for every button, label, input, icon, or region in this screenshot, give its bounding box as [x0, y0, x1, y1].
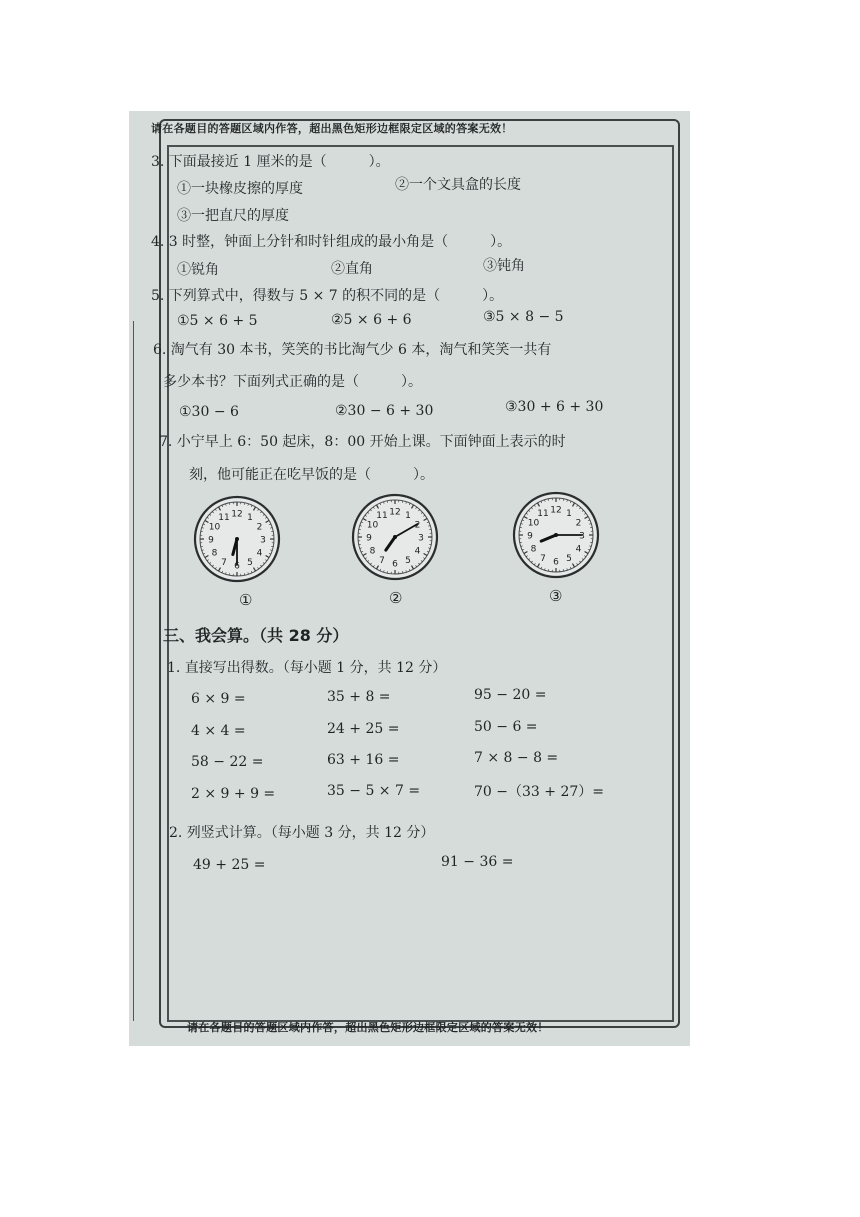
clock-number: 9	[208, 535, 214, 546]
clock-center	[554, 533, 558, 537]
calc-item: 2 × 9 + 9 =	[191, 786, 276, 802]
vertical-calc-item: 91 − 36 =	[441, 854, 514, 870]
clock-number: 8	[369, 546, 376, 557]
clock-number: 4	[575, 544, 582, 555]
clock-number: 8	[530, 544, 537, 555]
clock-number: 12	[550, 505, 562, 516]
question-6-stem-line2: 多少本书？下面列式正确的是（ ）。	[163, 374, 422, 390]
calc-item: 50 − 6 =	[474, 719, 538, 735]
question-5-option-3: ③5 × 8 − 5	[483, 309, 564, 325]
question-4-stem: 4. 3 时整，钟面上分针和时针组成的最小角是（ ）。	[151, 234, 512, 250]
vertical-calc-item: 49 + 25 =	[193, 857, 266, 873]
clock-number: 2	[575, 518, 582, 529]
calc-item: 70 −（33 + 27）=	[474, 784, 604, 800]
question-6-stem-line1: 6. 淘气有 30 本书，笑笑的书比淘气少 6 本，淘气和笑笑一共有	[153, 342, 552, 358]
question-5-option-2: ②5 × 6 + 6	[331, 312, 412, 328]
question-4-option-3: ③钝角	[483, 258, 525, 274]
clock-2	[345, 492, 445, 582]
clock-number: 8	[211, 548, 218, 559]
clock-1-label: ①	[239, 591, 253, 609]
clock-number: 3	[418, 533, 424, 544]
part-1-title: 1. 直接写出得数。（每小题 1 分，共 12 分）	[167, 660, 447, 676]
calc-item: 95 − 20 =	[474, 687, 547, 703]
clock-number: 7	[221, 558, 227, 569]
clock-number: 2	[414, 520, 421, 531]
question-5-stem: 5. 下列算式中，得数与 5 × 7 的积不同的是（ ）。	[151, 288, 504, 304]
page-edge	[129, 321, 134, 1021]
clock-number: 9	[527, 531, 533, 542]
question-4-option-2: ②直角	[331, 261, 373, 277]
clock-center	[235, 537, 239, 541]
clock-number: 10	[527, 518, 540, 529]
calc-item: 24 + 25 =	[327, 721, 400, 737]
clock-number: 12	[231, 509, 243, 520]
question-3-option-3: ③一把直尺的厚度	[177, 208, 289, 224]
question-3-option-2: ②一个文具盒的长度	[395, 177, 521, 193]
clock-3	[503, 490, 609, 580]
question-3-stem: 3. 下面最接近 1 厘米的是（ ）。	[151, 154, 390, 170]
clock-number: 5	[566, 554, 572, 565]
clock-number: 6	[234, 561, 240, 572]
question-5-option-1: ①5 × 6 + 5	[177, 313, 258, 329]
clock-number: 7	[540, 554, 546, 565]
clock-number: 12	[389, 507, 401, 518]
scanned-exam-sheet	[129, 111, 690, 1046]
clock-number: 1	[566, 508, 572, 519]
calc-item: 6 × 9 =	[191, 691, 246, 707]
clock-number: 3	[579, 531, 585, 542]
clock-1	[187, 494, 287, 584]
calc-item: 63 + 16 =	[327, 752, 400, 768]
calc-item: 4 × 4 =	[191, 723, 246, 739]
header-warning: 请在各题目的答题区域内作答，超出黑色矩形边框限定区域的答案无效！	[151, 122, 513, 135]
question-7-stem-line1: 7. 小宁早上 6：50 起床，8：00 开始上课。下面钟面上表示的时	[159, 434, 566, 450]
clock-number: 6	[392, 559, 398, 570]
clock-number: 1	[247, 512, 253, 523]
clock-number: 4	[414, 546, 421, 557]
question-7-stem-line2: 刻，他可能正在吃早饭的是（ ）。	[189, 467, 434, 483]
calc-item: 35 + 8 =	[327, 689, 391, 705]
part-2-title: 2. 列竖式计算。（每小题 3 分，共 12 分）	[169, 825, 435, 841]
clock-center	[393, 535, 397, 539]
clock-number: 1	[405, 510, 411, 521]
clock-number: 11	[218, 512, 230, 523]
clock-number: 2	[256, 522, 263, 533]
clock-number: 10	[366, 520, 379, 531]
calc-item: 7 × 8 − 8 =	[474, 750, 559, 766]
clock-2-label: ②	[389, 589, 403, 607]
clock-number: 11	[537, 508, 549, 519]
question-6-option-1: ①30 − 6	[179, 404, 239, 420]
question-3-option-1: ①一块橡皮擦的厚度	[177, 181, 303, 197]
clock-number: 6	[553, 557, 559, 568]
clock-number: 5	[405, 556, 411, 567]
clock-number: 4	[256, 548, 263, 559]
question-6-option-2: ②30 − 6 + 30	[335, 403, 434, 419]
calc-item: 58 − 22 =	[191, 754, 264, 770]
footer-warning: 请在各题目的答题区域内作答，超出黑色矩形边框限定区域的答案无效！	[187, 1021, 549, 1034]
question-4-option-1: ①锐角	[177, 262, 219, 278]
clock-3-label: ③	[549, 587, 563, 605]
question-6-option-3: ③30 + 6 + 30	[505, 399, 604, 415]
clock-number: 3	[260, 535, 266, 546]
clock-number: 11	[376, 510, 388, 521]
section-3-title: 三、我会算。（共 28 分）	[163, 626, 349, 645]
clock-number: 7	[379, 556, 385, 567]
calc-item: 35 − 5 × 7 =	[327, 783, 421, 799]
clock-number: 5	[247, 558, 253, 569]
clock-number: 9	[366, 533, 372, 544]
clock-number: 10	[208, 522, 221, 533]
